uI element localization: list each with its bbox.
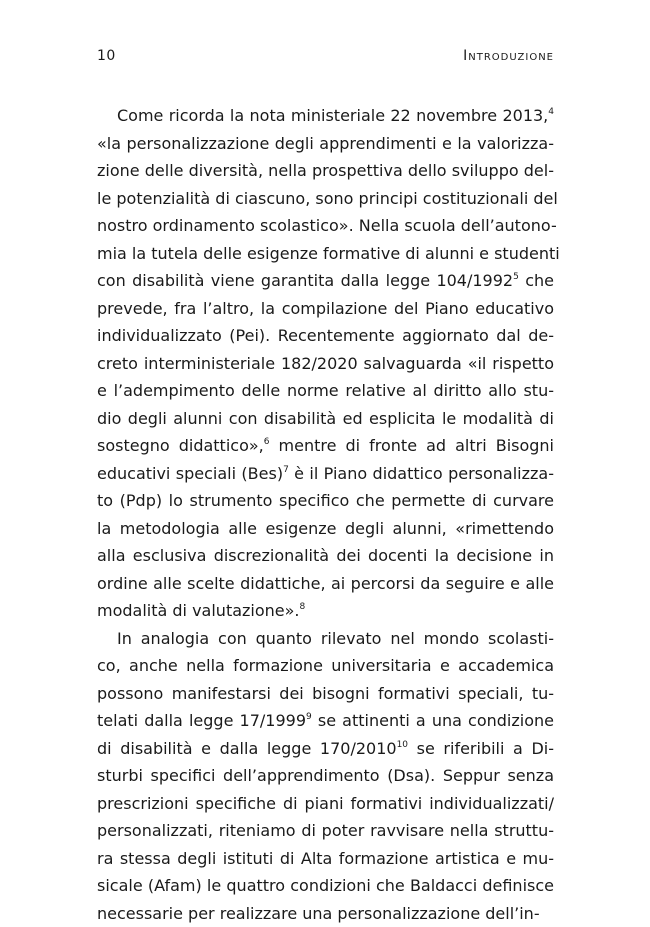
text-line: e l’adempimento delle norme relative al diritto allo stu- <box>97 377 554 405</box>
footnote-marker: 9 <box>306 712 312 722</box>
text-line: Come ricorda la nota ministeriale 22 novembre 2013,$^4$ <box>97 102 554 130</box>
text-line: zione delle diversità, nella prospettiva dello sviluppo del- <box>97 157 554 185</box>
running-head <box>97 48 554 70</box>
text-line: alla esclusiva discrezionalità dei docenti la decisione in <box>97 542 554 570</box>
text-line: nostro ordinamento scolastico». Nella scuola dell’autono- <box>97 212 554 240</box>
text-line: sturbi specifici dell’apprendimento (Dsa). Seppur senza <box>97 762 554 790</box>
text-line: sicale (Afam) le quattro condizioni che Baldacci definisce <box>97 872 554 900</box>
text-line: to (Pdp) lo strumento specifico che permette di curvare <box>97 487 554 515</box>
footnote-marker: 4 <box>548 107 554 117</box>
text-line: ra stessa degli istituti di Alta formazione artistica e mu- <box>97 845 554 873</box>
text-line: individualizzato (Pei). Recentemente aggiornato dal de- <box>97 322 554 350</box>
text-line: necessarie per realizzare una personalizzazione dell’in- <box>97 900 554 927</box>
page-number: 10 <box>97 48 116 64</box>
text-line: di disabilità e dalla legge 170/2010$^{10}$ se riferibili a Di- <box>97 735 554 763</box>
text-line: ordine alle scelte didattiche, ai percorsi da seguire e alle <box>97 570 554 598</box>
paragraph <box>97 102 554 625</box>
text-line: con disabilità viene garantita dalla legge 104/1992$^5$ che <box>97 267 554 295</box>
footnote-marker: 8 <box>300 602 306 612</box>
footnote-marker: 6 <box>264 437 270 447</box>
body-text <box>97 102 554 927</box>
text-line: In analogia con quanto rilevato nel mondo scolasti- <box>97 625 554 653</box>
text-line: personalizzati, riteniamo di poter ravvisare nella struttu- <box>97 817 554 845</box>
footnote-marker: 10 <box>397 740 408 750</box>
footnote-marker: 7 <box>283 465 289 475</box>
text-line: «la personalizzazione degli apprendimenti e la valorizza- <box>97 130 554 158</box>
text-line: sostegno didattico»,$^6$ mentre di fronte ad altri Bisogni <box>97 432 554 460</box>
text-line: modalità di valutazione».$^8$ <box>97 597 554 625</box>
paragraph <box>97 625 554 927</box>
text-line: prevede, fra l’altro, la compilazione del Piano educativo <box>97 295 554 323</box>
text-line: possono manifestarsi dei bisogni formativi speciali, tu- <box>97 680 554 708</box>
text-line: educativi speciali (Bes)$^7$ è il Piano didattico personalizza- <box>97 460 554 488</box>
text-line: co, anche nella formazione universitaria e accademica <box>97 652 554 680</box>
text-line: telati dalla legge 17/1999$^9$ se attinenti a una condizione <box>97 707 554 735</box>
text-line: prescrizioni specifiche di piani formativi individualizzati/ <box>97 790 554 818</box>
text-line: dio degli alunni con disabilità ed esplicita le modalità di <box>97 405 554 433</box>
text-line: la metodologia alle esigenze degli alunni, «rimettendo <box>97 515 554 543</box>
section-title: Introduzione <box>463 48 554 64</box>
text-line: creto interministeriale 182/2020 salvaguarda «il rispetto <box>97 350 554 378</box>
footnote-marker: 5 <box>513 272 519 282</box>
text-line: le potenzialità di ciascuno, sono principi costituzionali del <box>97 185 554 213</box>
text-line: mia la tutela delle esigenze formative di alunni e studenti <box>97 240 554 268</box>
